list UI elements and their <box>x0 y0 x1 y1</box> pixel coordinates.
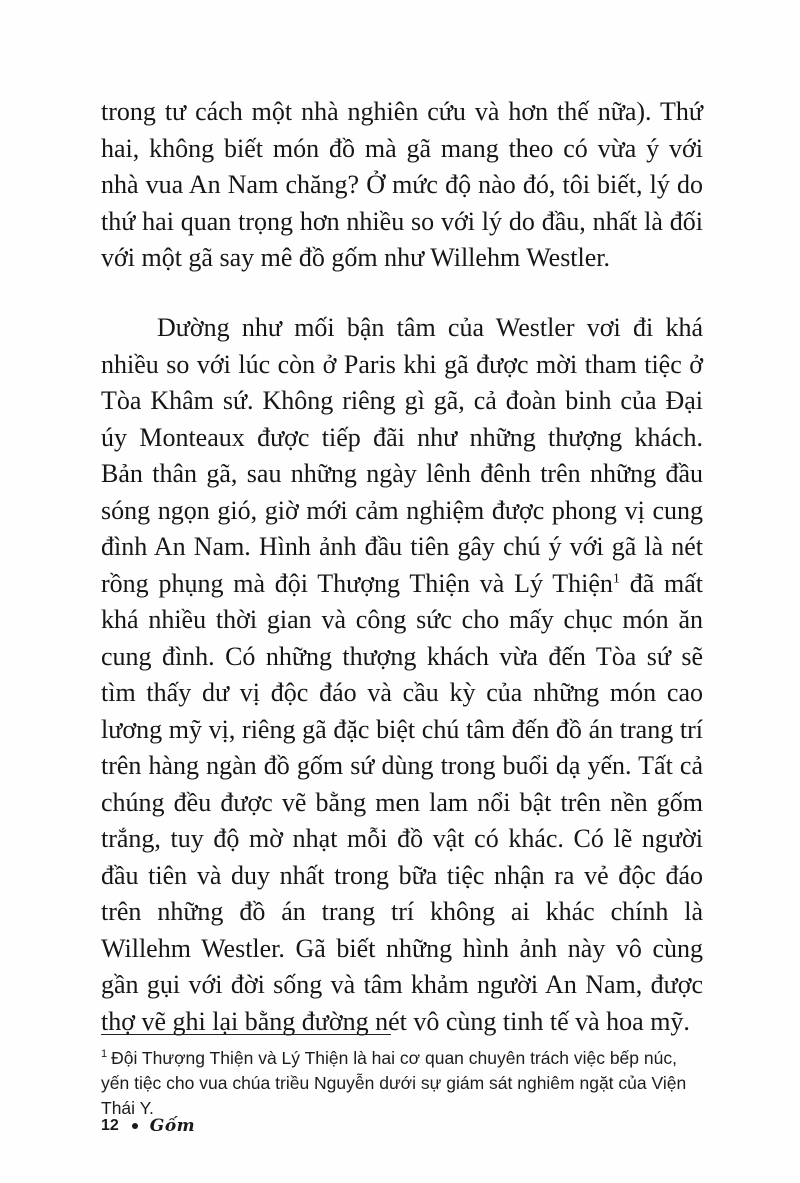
paragraph-1 <box>101 94 703 277</box>
paragraph-2-text-start: Dường như mối bận tâm của Westler vơi đi khá nhiều so với lúc còn ở Paris khi gã được mời tham tiệc ở Tòa Khâm sứ. Không riêng gì gã, cả đoàn binh của Đại úy Monteaux được tiếp đãi như những thượng khách. Bản thân gã, sau những ngày lênh đênh trên những đầu sóng ngọn gió, giờ mới cảm nghiệm được phong vị cung đình An Nam. Hình ảnh đầu tiên gây chú ý với gã là nét rồng phụng mà đội Thượng Thiện và Lý Thiện <box>101 313 703 598</box>
bullet-separator-icon <box>132 1123 138 1129</box>
page-number: 12 <box>101 1117 119 1134</box>
page-footer <box>101 1114 195 1138</box>
paragraph-2-text-end: đã mất khá nhiều thời gian và công sức cho mấy chục món ăn cung đình. Có những thượng khách vừa đến Tòa sứ sẽ tìm thấy dư vị độc đáo và cầu kỳ của những món cao lương mỹ vị, riêng gã đặc biệt chú tâm đến đồ án trang trí trên hàng ngàn đồ gốm sứ dùng trong buổi dạ yến. Tất cả chúng đều được vẽ bằng men lam nổi bật trên nền gốm trắng, tuy độ mờ nhạt mỗi đồ vật có khác. Có lẽ người đầu tiên và duy nhất trong bữa tiệc nhận ra vẻ độc đáo trên những đồ án trang trí không ai khác chính là Willehm Westler. Gã biết những hình ảnh này vô cùng gần gụi với đời sống và tâm khảm người An Nam, được thợ vẽ ghi lại bằng đường nét vô cùng tinh tế và hoa mỹ. <box>101 568 704 1036</box>
paragraph-1-text: trong tư cách một nhà nghiên cứu và hơn thế nữa). Thứ hai, không biết món đồ mà gã mang theo có vừa ý với nhà vua An Nam chăng? Ở mức độ nào đó, tôi biết, lý do thứ hai quan trọng hơn nhiều so với lý do đầu, nhất là đối với một gã say mê đồ gốm như Willehm Westler. <box>101 97 703 272</box>
book-title: Gốm <box>149 1116 196 1136</box>
footnote <box>101 1046 703 1121</box>
footnote-number: 1 <box>101 1048 108 1061</box>
footnote-text: Đội Thượng Thiện và Lý Thiện là hai cơ quan chuyên trách việc bếp núc, yến tiệc cho vua chúa triều Nguyễn dưới sự giám sát nghiêm ngặt của Viện Thái Y. <box>101 1048 687 1118</box>
paragraph-2 <box>101 310 703 1040</box>
footnote-reference: 1 <box>612 570 620 586</box>
footnote-divider <box>101 1034 391 1035</box>
